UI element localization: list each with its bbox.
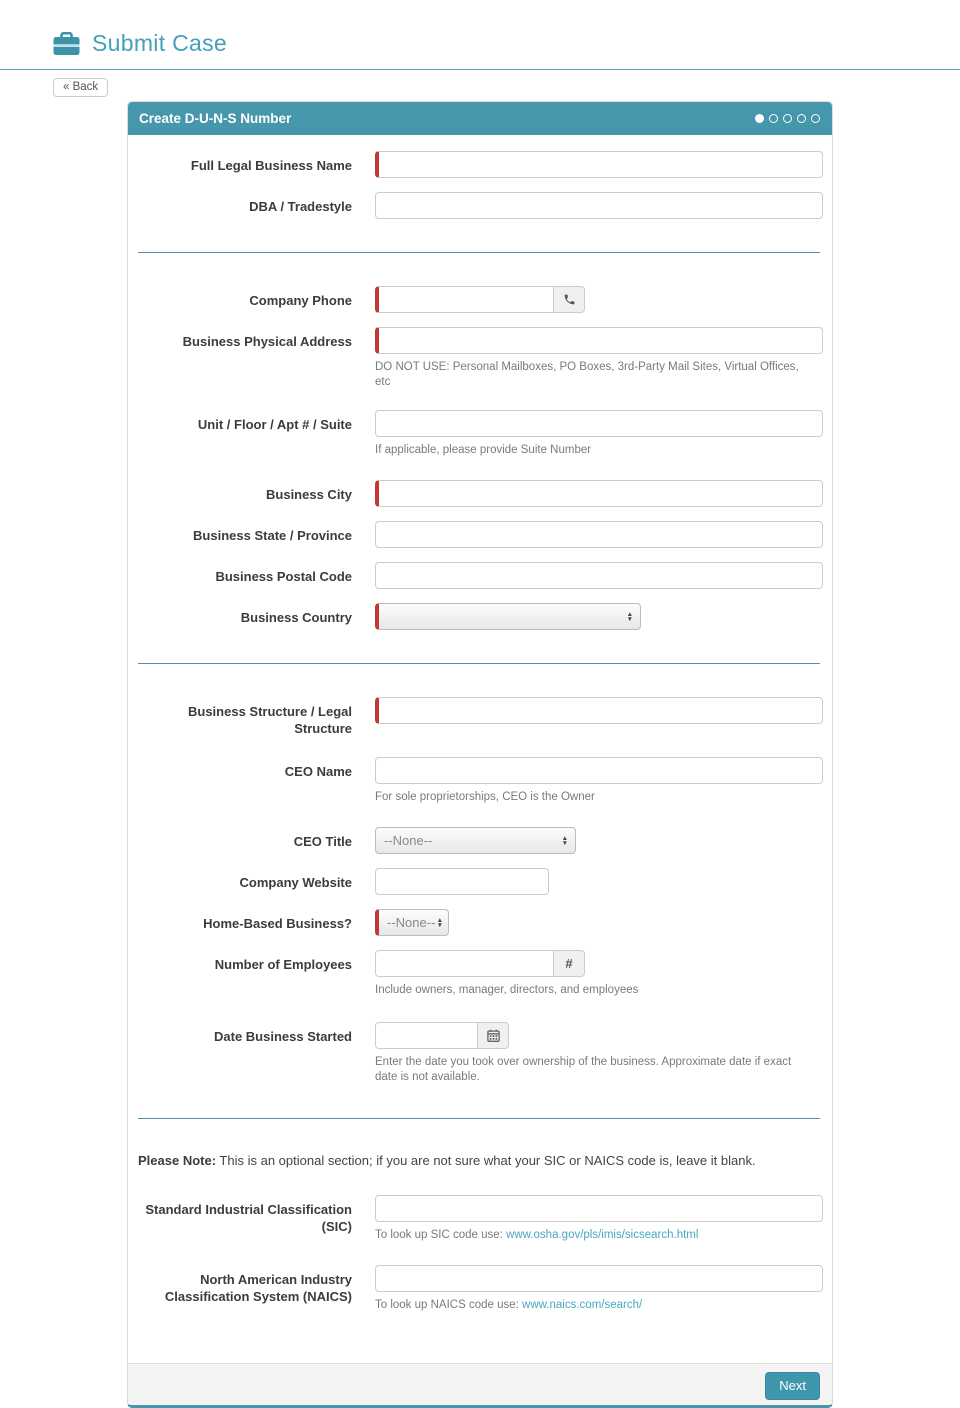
card-footer xyxy=(128,1363,832,1405)
section-divider xyxy=(138,1118,820,1119)
company-website-label: Company Website xyxy=(239,875,352,890)
business-state-province-label: Business State / Province xyxy=(193,528,352,543)
number-addon-button[interactable] xyxy=(554,950,585,977)
card-header xyxy=(128,102,832,135)
field-row-ceo-title xyxy=(138,827,820,854)
progress-dot-5 xyxy=(811,114,820,123)
page-title: Submit Case xyxy=(92,30,227,56)
progress-dot-1-active xyxy=(755,114,764,123)
sic-input[interactable] xyxy=(375,1195,823,1222)
optional-section-note-text: This is an optional section; if you are not sure what your SIC or NAICS code is, leave it blank. xyxy=(216,1153,756,1168)
field-row-business-country xyxy=(138,603,820,630)
home-based-business-label: Home-Based Business? xyxy=(203,916,352,931)
field-row-full-legal-business-name xyxy=(138,151,820,178)
unit-floor-apt-suite-label: Unit / Floor / Apt # / Suite xyxy=(197,417,352,432)
card-title: Create D-U-N-S Number xyxy=(139,111,292,126)
number-of-employees-input[interactable] xyxy=(375,950,554,977)
ceo-name-label: CEO Name xyxy=(284,764,352,779)
business-state-province-input[interactable] xyxy=(375,521,823,548)
business-city-input[interactable] xyxy=(375,480,823,507)
field-row-company-phone xyxy=(138,286,820,313)
field-row-home-based-business xyxy=(138,909,820,936)
sic-help-prefix: To look up SIC code use: xyxy=(375,1229,507,1241)
unit-floor-apt-suite-help: If applicable, please provide Suite Number xyxy=(375,444,592,456)
company-phone-label: Company Phone xyxy=(249,293,352,308)
field-row-business-structure xyxy=(138,697,820,737)
progress-dot-2 xyxy=(769,114,778,123)
field-row-naics xyxy=(138,1265,820,1313)
field-row-sic xyxy=(138,1195,820,1243)
business-postal-code-label: Business Postal Code xyxy=(215,569,352,584)
date-business-started-label: Date Business Started xyxy=(214,1029,352,1044)
business-postal-code-input[interactable] xyxy=(375,562,823,589)
phone-addon-button[interactable] xyxy=(554,286,585,313)
company-phone-input[interactable] xyxy=(375,286,554,313)
calendar-icon xyxy=(487,1029,500,1042)
field-row-business-postal-code xyxy=(138,562,820,589)
optional-section-note-bold: Please Note: xyxy=(138,1153,217,1168)
company-website-input[interactable] xyxy=(375,868,549,895)
business-country-label: Business Country xyxy=(240,610,352,625)
home-based-business-select[interactable] xyxy=(375,909,449,936)
business-physical-address-input[interactable] xyxy=(375,327,823,354)
field-row-unit-floor-apt-suite xyxy=(138,410,820,458)
naics-lookup-link[interactable]: www.naics.com/search/ xyxy=(522,1299,643,1311)
full-legal-business-name-input[interactable] xyxy=(375,151,823,178)
optional-section-note xyxy=(138,1152,820,1169)
full-legal-business-name-label: Full Legal Business Name xyxy=(190,158,352,173)
dba-tradestyle-label: DBA / Tradestyle xyxy=(249,199,352,214)
number-of-employees-label: Number of Employees xyxy=(214,957,352,972)
section-divider xyxy=(138,252,820,253)
sic-lookup-link[interactable]: www.osha.gov/pls/imis/sicsearch.html xyxy=(506,1229,699,1241)
field-row-dba-tradestyle xyxy=(138,192,820,219)
naics-help xyxy=(375,1298,815,1313)
ceo-name-input[interactable] xyxy=(375,757,823,784)
business-physical-address-help: DO NOT USE: Personal Mailboxes, PO Boxes, 3rd-Party Mail Sites, Virtual Offices, etc xyxy=(375,361,799,388)
select-arrows-icon: ▲ ▼ xyxy=(626,610,633,623)
sic-help xyxy=(375,1228,815,1243)
dba-tradestyle-input[interactable] xyxy=(375,192,823,219)
field-row-business-physical-address xyxy=(138,327,820,390)
back-button[interactable]: « Back xyxy=(53,78,108,97)
date-addon-button[interactable] xyxy=(478,1022,509,1049)
section-divider xyxy=(138,663,820,664)
ceo-name-help: For sole proprietorships, CEO is the Owner xyxy=(375,791,595,803)
field-row-business-city xyxy=(138,480,820,507)
business-country-select[interactable] xyxy=(375,603,641,630)
ceo-title-selected-value: --None-- xyxy=(384,833,433,848)
date-business-started-help: Enter the date you took over ownership of the business. Approximate date if exact date is not available. xyxy=(375,1056,792,1083)
progress-dots xyxy=(755,114,820,123)
select-arrows-icon: ▲ ▼ xyxy=(436,916,443,929)
business-structure-input[interactable] xyxy=(375,697,823,724)
phone-icon xyxy=(563,293,576,306)
date-business-started-input[interactable] xyxy=(375,1022,478,1049)
business-physical-address-label: Business Physical Address xyxy=(182,334,352,349)
progress-dot-4 xyxy=(797,114,806,123)
business-city-label: Business City xyxy=(266,487,352,502)
briefcase-icon xyxy=(53,32,80,56)
business-structure-label: Business Structure / Legal Structure xyxy=(188,704,352,736)
number-of-employees-help: Include owners, manager, directors, and employees xyxy=(375,984,639,996)
hash-icon: # xyxy=(565,956,573,971)
progress-dot-3 xyxy=(783,114,792,123)
field-row-number-of-employees xyxy=(138,950,820,998)
select-arrows-icon: ▲ ▼ xyxy=(561,834,568,847)
page-header xyxy=(0,0,960,70)
ceo-title-select[interactable] xyxy=(375,827,576,854)
form-body xyxy=(128,135,832,1363)
naics-label: North American Industry Classification System (NAICS) xyxy=(164,1272,352,1304)
sic-label: Standard Industrial Classification (SIC) xyxy=(145,1202,352,1234)
create-duns-card xyxy=(127,101,833,1408)
next-button[interactable]: Next xyxy=(765,1372,820,1400)
field-row-date-business-started xyxy=(138,1022,820,1085)
home-based-business-selected-value: --None-- xyxy=(387,915,436,930)
field-row-ceo-name xyxy=(138,757,820,805)
field-row-company-website xyxy=(138,868,820,895)
field-row-business-state-province xyxy=(138,521,820,548)
naics-help-prefix: To look up NAICS code use: xyxy=(375,1299,523,1311)
unit-floor-apt-suite-input[interactable] xyxy=(375,410,823,437)
naics-input[interactable] xyxy=(375,1265,823,1292)
ceo-title-label: CEO Title xyxy=(293,834,352,849)
